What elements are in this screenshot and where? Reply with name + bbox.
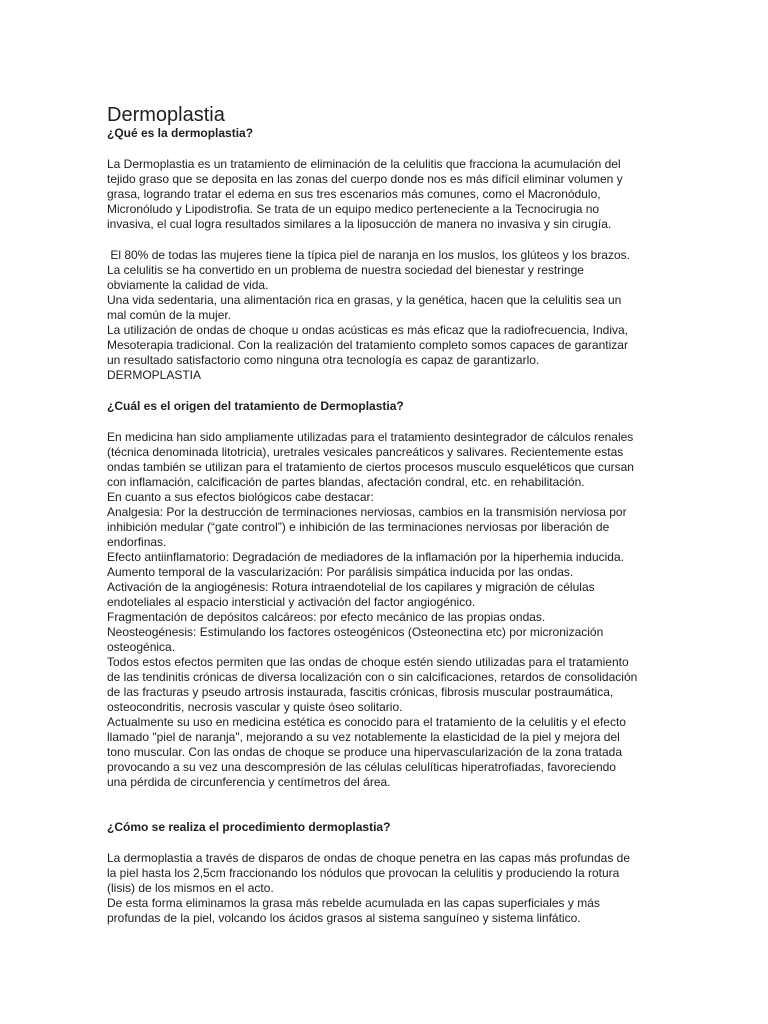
text-line: la piel hasta los 2,5cm fraccionando los nódulos que provocan la celulitis y produciendo la rotura (107, 866, 620, 880)
text-line: Mesoterapia tradicional. Con la realización del tratamiento completo somos capaces de garantizar (107, 338, 628, 352)
spacer (107, 414, 659, 430)
text-line: Neosteogénesis: Estimulando los factores osteogénicos (Osteonectina etc) por micronización (107, 625, 604, 639)
text-line: En cuanto a sus efectos biológicos cabe destacar: (107, 490, 374, 504)
text-line: Todos estos efectos permiten que las ondas de choque estén siendo utilizadas para el tratamiento (107, 655, 629, 669)
text-line: El 80% de todas las mujeres tiene la típica piel de naranja en los muslos, los glúteos y los brazos. (107, 248, 630, 262)
document-page (107, 104, 659, 926)
text-line: mal común de la mujer. (107, 308, 232, 322)
text-line: Aumento temporal de la vascularización: Por parálisis simpática inducida por las ondas. (107, 565, 574, 579)
text-line: DERMOPLASTIA (107, 368, 202, 382)
text-line: ondas también se utilizan para el tratamiento de ciertos procesos musculo esqueléticos que cursan (107, 460, 634, 474)
page-title: Dermoplastia (107, 104, 225, 126)
spacer (107, 835, 659, 851)
text-line: de las tendinitis crónicas de diversa localización con o sin calcificaciones, retardos de consolidación (107, 670, 638, 684)
text-line: Fragmentación de depósitos calcáreos: por efecto mecánico de las propias ondas. (107, 610, 546, 624)
text-line: osteogénica. (107, 640, 176, 654)
text-line: Micronóludo y Lipodistrofia. Se trata de un equipo medico perteneciente a la Tecnocirugia no (107, 202, 600, 216)
text-line: provocando a su vez una descompresión de las células celulíticas hiperatrofiadas, favoreciendo (107, 760, 616, 774)
text-line: osteocondritis, necrosis vascular y quiste óseo solitario. (107, 700, 403, 714)
text-line: obviamente la calidad de vida. (107, 278, 269, 292)
section-1-paragraph-1 (107, 157, 659, 232)
text-line: Una vida sedentaria, una alimentación rica en grasas, y la genética, hacen que la celulitis sea un (107, 293, 622, 307)
text-line: En medicina han sido ampliamente utilizadas para el tratamiento desintegrador de cálculos renales (107, 430, 634, 444)
text-line: (técnica denominada litotricia), uretrales vesicales pancreáticos y salivares. Recientemente estas (107, 445, 624, 459)
text-line: llamado "piel de naranja", mejorando a su vez notablemente la elasticidad de la piel y mejora del (107, 730, 620, 744)
spacer (107, 141, 659, 157)
text-line: profundas de la piel, volcando los ácidos grasos al sistema sanguíneo y sistema linfático. (107, 911, 581, 925)
text-line: endorfinas. (107, 535, 167, 549)
text-line: con inflamación, calcificación de partes blandas, afectación condral, etc. en rehabilitación. (107, 475, 585, 489)
text-line: grasa, logrando tratar el edema en sus tres escenarios más comunes, como el Macronódulo, (107, 187, 601, 201)
section-2-paragraph-1 (107, 430, 659, 790)
text-line: (lisis) de los mismos en el acto. (107, 881, 274, 895)
text-line: Actualmente su uso en medicina estética es conocido para el tratamiento de la celulitis y el efecto (107, 715, 626, 729)
text-line: tejido graso que se deposita en las zonas del cuerpo donde nos es más difícil eliminar volumen y (107, 172, 623, 186)
text-line: La utilización de ondas de choque u ondas acústicas es más eficaz que la radiofrecuencia, Indiva, (107, 323, 628, 337)
section-heading-que-es: ¿Qué es la dermoplastia? (107, 126, 254, 140)
spacer (107, 232, 659, 248)
text-line: invasiva, el cual logra resultados similares a la liposucción de manera no invasiva y sin cirugía. (107, 217, 612, 231)
text-line: Analgesia: Por la destrucción de terminaciones nerviosas, cambios en la transmisión nerviosa por (107, 505, 627, 519)
text-line: Activación de la angiogénesis: Rotura intraendotelial de los capilares y migración de células (107, 580, 595, 594)
text-line: una pérdida de circunferencia y centímetros del área. (107, 775, 391, 789)
text-line: un resultado satisfactorio como ninguna otra tecnología es capaz de garantizarlo. (107, 353, 540, 367)
spacer (107, 383, 659, 399)
text-line: Efecto antiinflamatorio: Degradación de mediadores de la inflamación por la hiperhemia inducida. (107, 550, 624, 564)
text-line: De esta forma eliminamos la grasa más rebelde acumulada en las capas superficiales y más (107, 896, 600, 910)
text-line: La dermoplastia a través de disparos de ondas de choque penetra en las capas más profundas de (107, 851, 631, 865)
text-line: de las fracturas y pseudo artrosis instaurada, fascitis crónicas, fibrosis muscular postraumática, (107, 685, 614, 699)
section-1-paragraph-2 (107, 248, 659, 383)
section-heading-procedimiento: ¿Cómo se realiza el procedimiento dermoplastia? (107, 820, 391, 834)
text-line: endoteliales al espacio intersticial y activación del factor angiogénico. (107, 595, 476, 609)
section-heading-origen: ¿Cuál es el origen del tratamiento de Dermoplastia? (107, 399, 404, 413)
text-line: tono muscular. Con las ondas de choque se produce una hipervascularización de la zona tratada (107, 745, 622, 759)
text-line: inhibición medular (“gate control”) e inhibición de las terminaciones nerviosas por liberación de (107, 520, 610, 534)
text-line: La Dermoplastia es un tratamiento de eliminación de la celulitis que fracciona la acumulación del (107, 157, 621, 171)
text-line: La celulitis se ha convertido en un problema de nuestra sociedad del bienestar y restringe (107, 263, 584, 277)
section-3-paragraph-1 (107, 851, 659, 926)
spacer (107, 790, 659, 820)
